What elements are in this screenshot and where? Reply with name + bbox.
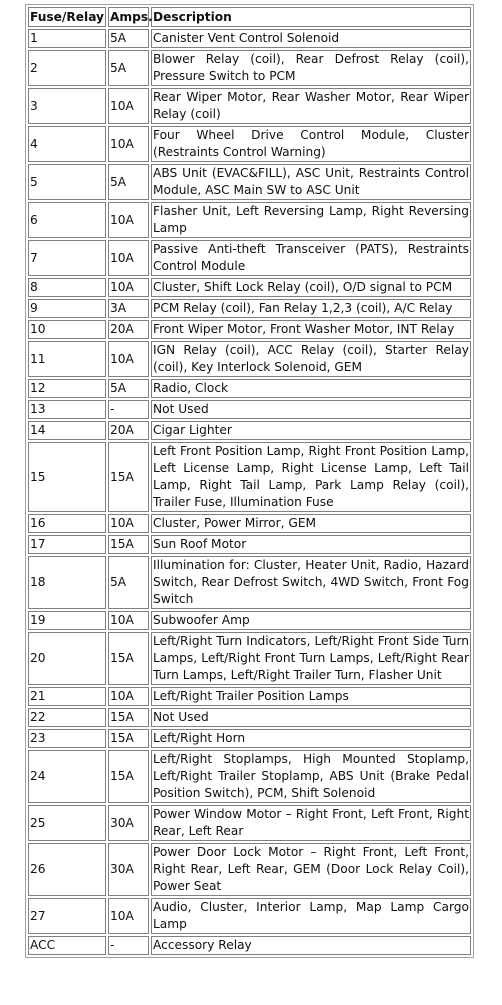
cell-amps: 15A xyxy=(108,750,149,803)
cell-amps: 10A xyxy=(108,278,149,297)
cell-amps: 5A xyxy=(108,164,149,200)
table-row xyxy=(28,843,471,896)
cell-amps: 30A xyxy=(108,805,149,841)
table-row xyxy=(28,299,471,318)
cell-fuse-relay: 3 xyxy=(28,88,106,124)
cell-amps: 10A xyxy=(108,202,149,238)
cell-fuse-relay: 8 xyxy=(28,278,106,297)
cell-amps: - xyxy=(108,936,149,955)
header-description: Description xyxy=(151,7,471,27)
cell-amps: 30A xyxy=(108,843,149,896)
cell-description: Flasher Unit, Left Reversing Lamp, Right Reversing Lamp xyxy=(151,202,471,238)
table-row xyxy=(28,514,471,533)
table-row xyxy=(28,421,471,440)
table-row xyxy=(28,29,471,48)
cell-description: Cluster, Power Mirror, GEM xyxy=(151,514,471,533)
table-row xyxy=(28,88,471,124)
cell-amps: 10A xyxy=(108,514,149,533)
cell-description: Not Used xyxy=(151,400,471,419)
table-row xyxy=(28,632,471,685)
cell-amps: 10A xyxy=(108,611,149,630)
cell-amps: 10A xyxy=(108,126,149,162)
cell-description: Cluster, Shift Lock Relay (coil), O/D signal to PCM xyxy=(151,278,471,297)
cell-fuse-relay: 17 xyxy=(28,535,106,554)
cell-amps: 20A xyxy=(108,320,149,339)
table-row xyxy=(28,729,471,748)
cell-amps: 10A xyxy=(108,240,149,276)
table-row xyxy=(28,379,471,398)
cell-fuse-relay: 22 xyxy=(28,708,106,727)
cell-amps: 10A xyxy=(108,341,149,377)
cell-amps: - xyxy=(108,400,149,419)
cell-fuse-relay: 5 xyxy=(28,164,106,200)
cell-description: Illumination for: Cluster, Heater Unit, Radio, Hazard Switch, Rear Defrost Switch, 4WD Switch, Front Fog Switch xyxy=(151,556,471,609)
cell-description: Canister Vent Control Solenoid xyxy=(151,29,471,48)
table-row xyxy=(28,750,471,803)
table-row xyxy=(28,278,471,297)
cell-amps: 15A xyxy=(108,708,149,727)
cell-fuse-relay: 7 xyxy=(28,240,106,276)
cell-description: Power Window Motor – Right Front, Left Front, Right Rear, Left Rear xyxy=(151,805,471,841)
cell-fuse-relay: 4 xyxy=(28,126,106,162)
cell-amps: 20A xyxy=(108,421,149,440)
cell-fuse-relay: 13 xyxy=(28,400,106,419)
cell-description: Cigar Lighter xyxy=(151,421,471,440)
cell-description: Power Door Lock Motor – Right Front, Left Front, Right Rear, Left Rear, GEM (Door Lock Relay Coil), Power Seat xyxy=(151,843,471,896)
cell-fuse-relay: 24 xyxy=(28,750,106,803)
header-fuse-relay: Fuse/Relay xyxy=(28,7,106,27)
table-row xyxy=(28,126,471,162)
cell-description: Left/Right Stoplamps, High Mounted Stoplamp, Left/Right Trailer Stoplamp, ABS Unit (Brake Pedal Position Switch), PCM, Shift Solenoid xyxy=(151,750,471,803)
cell-description: Rear Wiper Motor, Rear Washer Motor, Rear Wiper Relay (coil) xyxy=(151,88,471,124)
table-row xyxy=(28,320,471,339)
cell-amps: 10A xyxy=(108,687,149,706)
cell-description: Blower Relay (coil), Rear Defrost Relay (coil), Pressure Switch to PCM xyxy=(151,50,471,86)
cell-amps: 15A xyxy=(108,632,149,685)
table-row xyxy=(28,936,471,955)
cell-description: Left Front Position Lamp, Right Front Position Lamp, Left License Lamp, Right License Lamp, Left Tail Lamp, Right Tail Lamp, Park Lamp Relay (coil), Trailer Fuse, Illumination Fuse xyxy=(151,442,471,512)
table-header-row xyxy=(28,7,471,27)
cell-fuse-relay: 26 xyxy=(28,843,106,896)
cell-description: ABS Unit (EVAC&FILL), ASC Unit, Restraints Control Module, ASC Main SW to ASC Unit xyxy=(151,164,471,200)
cell-fuse-relay: 20 xyxy=(28,632,106,685)
cell-description: Front Wiper Motor, Front Washer Motor, INT Relay xyxy=(151,320,471,339)
cell-description: Not Used xyxy=(151,708,471,727)
cell-amps: 15A xyxy=(108,442,149,512)
table-row xyxy=(28,611,471,630)
cell-fuse-relay: 15 xyxy=(28,442,106,512)
table-row xyxy=(28,442,471,512)
cell-description: Left/Right Trailer Position Lamps xyxy=(151,687,471,706)
cell-fuse-relay: 21 xyxy=(28,687,106,706)
cell-fuse-relay: 23 xyxy=(28,729,106,748)
cell-fuse-relay: 11 xyxy=(28,341,106,377)
cell-description: PCM Relay (coil), Fan Relay 1,2,3 (coil), A/C Relay xyxy=(151,299,471,318)
cell-description: Left/Right Horn xyxy=(151,729,471,748)
cell-description: IGN Relay (coil), ACC Relay (coil), Starter Relay (coil), Key Interlock Solenoid, GEM xyxy=(151,341,471,377)
cell-description: Passive Anti-theft Transceiver (PATS), Restraints Control Module xyxy=(151,240,471,276)
header-amps: Amps. xyxy=(108,7,149,27)
table-body xyxy=(28,29,471,955)
cell-amps: 15A xyxy=(108,729,149,748)
fuse-table xyxy=(25,4,474,958)
cell-fuse-relay: 10 xyxy=(28,320,106,339)
cell-fuse-relay: 9 xyxy=(28,299,106,318)
cell-fuse-relay: ACC xyxy=(28,936,106,955)
cell-amps: 10A xyxy=(108,898,149,934)
cell-description: Four Wheel Drive Control Module, Cluster (Restraints Control Warning) xyxy=(151,126,471,162)
table-row xyxy=(28,341,471,377)
cell-fuse-relay: 2 xyxy=(28,50,106,86)
cell-amps: 5A xyxy=(108,29,149,48)
cell-description: Audio, Cluster, Interior Lamp, Map Lamp Cargo Lamp xyxy=(151,898,471,934)
table-row xyxy=(28,164,471,200)
cell-description: Subwoofer Amp xyxy=(151,611,471,630)
cell-fuse-relay: 16 xyxy=(28,514,106,533)
fuse-table-container xyxy=(25,4,474,958)
table-row xyxy=(28,556,471,609)
cell-amps: 5A xyxy=(108,556,149,609)
cell-description: Accessory Relay xyxy=(151,936,471,955)
cell-description: Left/Right Turn Indicators, Left/Right Front Side Turn Lamps, Left/Right Front Turn Lamps, Left/Right Rear Turn Lamps, Left/Right Trailer Turn, Flasher Unit xyxy=(151,632,471,685)
cell-amps: 15A xyxy=(108,535,149,554)
cell-amps: 3A xyxy=(108,299,149,318)
cell-fuse-relay: 1 xyxy=(28,29,106,48)
table-row xyxy=(28,202,471,238)
cell-fuse-relay: 18 xyxy=(28,556,106,609)
table-row xyxy=(28,805,471,841)
table-row xyxy=(28,898,471,934)
table-row xyxy=(28,535,471,554)
table-row xyxy=(28,687,471,706)
cell-fuse-relay: 19 xyxy=(28,611,106,630)
table-row xyxy=(28,240,471,276)
cell-fuse-relay: 25 xyxy=(28,805,106,841)
cell-amps: 10A xyxy=(108,88,149,124)
cell-amps: 5A xyxy=(108,50,149,86)
cell-fuse-relay: 27 xyxy=(28,898,106,934)
cell-amps: 5A xyxy=(108,379,149,398)
table-row xyxy=(28,400,471,419)
cell-fuse-relay: 12 xyxy=(28,379,106,398)
table-row xyxy=(28,50,471,86)
cell-description: Radio, Clock xyxy=(151,379,471,398)
cell-fuse-relay: 6 xyxy=(28,202,106,238)
table-row xyxy=(28,708,471,727)
cell-description: Sun Roof Motor xyxy=(151,535,471,554)
cell-fuse-relay: 14 xyxy=(28,421,106,440)
